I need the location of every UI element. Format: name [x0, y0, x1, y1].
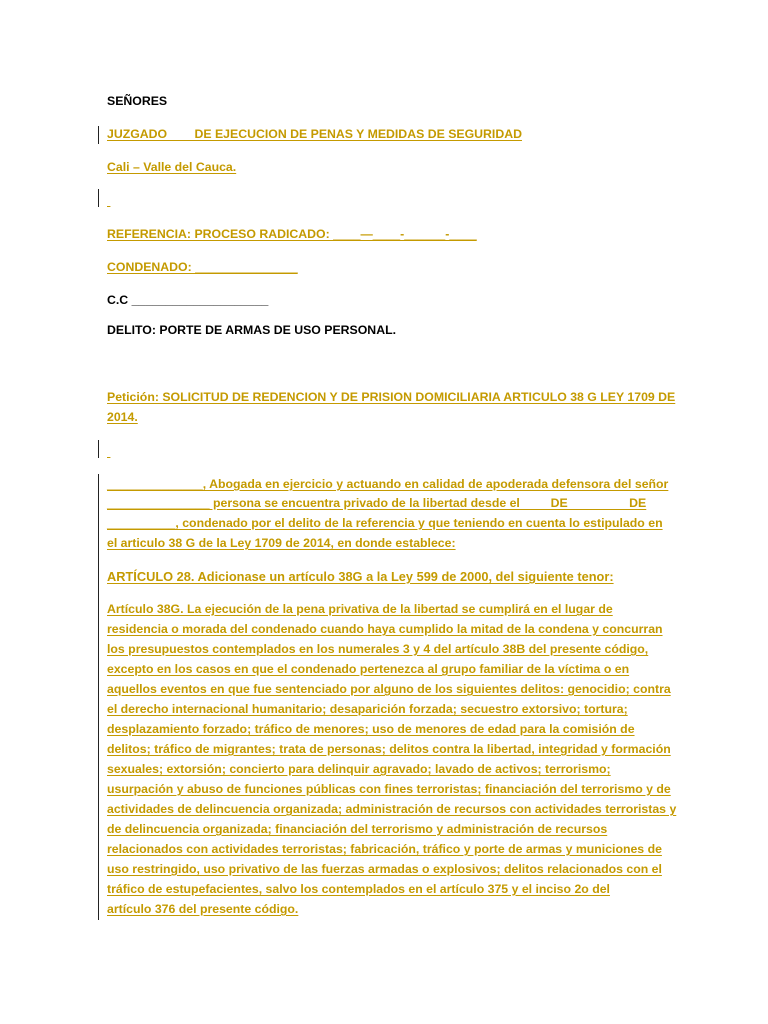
article-38g-line: excepto en los casos en que el condenado pertenezca al grupo familiar de la víctima o en — [107, 662, 630, 676]
article-38g-line: relacionados con actividades terroristas; fabricación, tráfico y porte de armas y municiones de — [107, 842, 662, 856]
empty-tracked-line — [107, 192, 110, 208]
article-28-heading: ARTÍCULO 28. Adicionase un artículo 38G a la Ley 599 de 2000, del siguiente tenor: — [107, 569, 614, 584]
change-bar — [98, 189, 99, 207]
article-38g-line: artículo 376 del presente código. — [107, 902, 299, 916]
convicted-line: CONDENADO: _______________ — [107, 260, 298, 274]
change-bar — [98, 440, 99, 458]
intro-line: ______________, Abogada en ejercicio y actuando en calidad de apoderada defensora del señor — [107, 477, 669, 491]
salutation: SEÑORES — [107, 94, 168, 108]
city: Cali – Valle del Cauca. — [107, 160, 237, 174]
petition-line-2: 2014. — [107, 410, 138, 424]
intro-line: _______________ persona se encuentra privado de la libertad desde el DE DE — [107, 496, 647, 510]
change-bar — [98, 126, 99, 144]
crime-line: DELITO: PORTE DE ARMAS DE USO PERSONAL. — [107, 323, 397, 337]
article-38g-line: aquellos eventos en que fue sentenciado por alguno de los siguientes delitos: genocidio; contra — [107, 682, 671, 696]
article-38g-line: tráfico de estupefacientes, salvo los contemplados en el artículo 375 y el inciso 2o del — [107, 882, 610, 896]
article-38g-line: delitos; tráfico de migrantes; trata de personas; delitos contra la libertad, integridad y formación — [107, 742, 671, 756]
court-name: JUZGADO DE EJECUCION DE PENAS Y MEDIDAS DE SEGURIDAD — [107, 127, 522, 141]
intro-line: el articulo 38 G de la Ley 1709 de 2014, en donde establece: — [107, 536, 456, 550]
intro-line: __________, condenado por el delito de la referencia y que teniendo en cuenta lo estipulado en — [107, 516, 663, 530]
article-38g-line: el derecho internacional humanitario; desaparición forzada; secuestro extorsivo; tortura; — [107, 702, 628, 716]
article-38g-line: desplazamiento forzado; tráfico de menores; uso de menores de edad para la comisión de — [107, 722, 635, 736]
reference-line: REFERENCIA: PROCESO RADICADO: ____—____-______-____ — [107, 227, 477, 241]
id-number-line: C.C ____________________ — [107, 293, 269, 307]
article-38g-line: Artículo 38G. La ejecución de la pena privativa de la libertad se cumplirá en el lugar de — [107, 602, 613, 616]
article-38g-line: usurpación y abuso de funciones públicas con fines terroristas; financiación del terrorismo y de — [107, 782, 671, 796]
petition-line-1: Petición: SOLICITUD DE REDENCION Y DE PRISION DOMICILIARIA ARTICULO 38 G LEY 1709 DE — [107, 390, 676, 404]
article-38g-line: residencia o morada del condenado cuando haya cumplido la mitad de la condena y concurran — [107, 622, 663, 636]
article-38g-line: los presupuestos contemplados en los numerales 3 y 4 del artículo 38B del presente código, — [107, 642, 649, 656]
article-38g-line: sexuales; extorsión; concierto para delinquir agravado; lavado de activos; terrorismo; — [107, 762, 611, 776]
change-bar — [98, 474, 99, 920]
article-38g-line: de delincuencia organizada; financiación del terrorismo y administración de recursos — [107, 822, 608, 836]
empty-tracked-line — [107, 443, 110, 459]
article-38g-line: uso restringido, uso privativo de las fuerzas armadas o explosivos; delitos relacionados con el — [107, 862, 662, 876]
article-38g-line: actividades de delincuencia organizada; administración de recursos con actividades terroristas y — [107, 802, 677, 816]
